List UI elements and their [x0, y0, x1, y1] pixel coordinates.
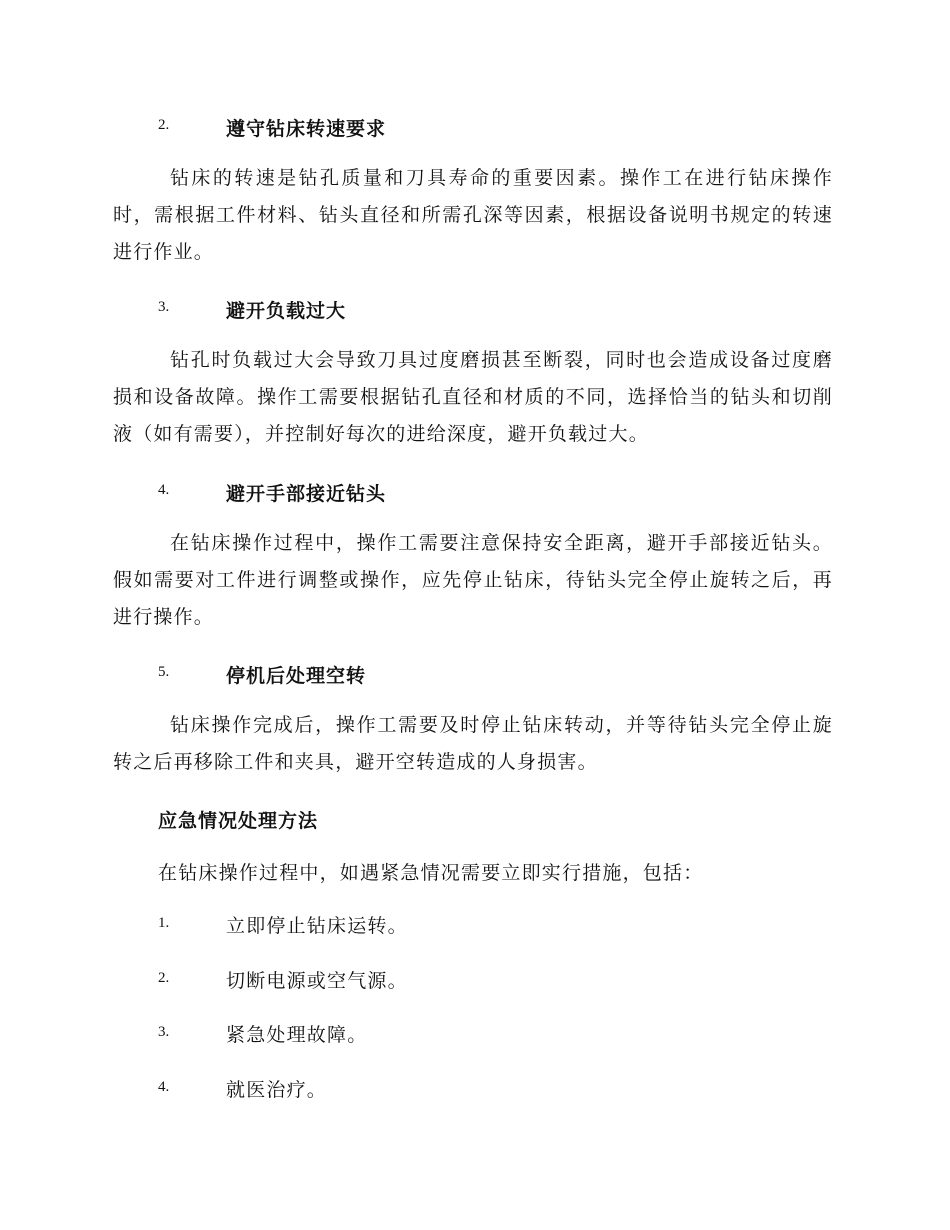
section-heading: 停机后处理空转 [226, 665, 367, 687]
section-number: 5. [158, 664, 170, 680]
section-number: 4. [158, 482, 170, 498]
list-item-number: 1. [158, 915, 170, 931]
section-heading: 避开负载过大 [226, 300, 347, 322]
emergency-heading: 应急情况处理方法 [158, 810, 319, 832]
list-item-text: 紧急处理故障。 [226, 1024, 368, 1046]
section-heading: 避开手部接近钻头 [226, 483, 387, 505]
list-item-number: 2. [158, 970, 170, 986]
section-paragraph: 钻床操作完成后，操作工需要及时停止钻床转动，并等待钻头完全停止旋转之后再移除工件和夹具，避开空转造成的人身损害。 [113, 714, 833, 773]
section-number: 2. [158, 117, 170, 133]
list-item-text: 切断电源或空气源。 [226, 970, 408, 992]
list-item-text: 就医治疗。 [226, 1079, 328, 1101]
emergency-intro: 在钻床操作过程中，如遇紧急情况需要立即实行措施，包括： [158, 862, 704, 884]
list-item-number: 4. [158, 1079, 170, 1095]
section-paragraph: 钻床的转速是钻孔质量和刀具寿命的重要因素。操作工在进行钻床操作时，需根据工件材料、钻头直径和所需孔深等因素，根据设备说明书规定的转速进行作业。 [113, 167, 833, 263]
list-item-number: 3. [158, 1024, 170, 1040]
section-number: 3. [158, 299, 170, 315]
section-paragraph: 钻孔时负载过大会导致刀具过度磨损甚至断裂，同时也会造成设备过度磨损和设备故障。操作工需要根据钻孔直径和材质的不同，选择恰当的钻头和切削液（如有需要），并控制好每次的进给深度，避开负载过大。 [113, 349, 833, 445]
list-item-text: 立即停止钻床运转。 [226, 915, 408, 937]
section-heading: 遵守钻床转速要求 [226, 118, 387, 140]
section-paragraph: 在钻床操作过程中，操作工需要注意保持安全距离，避开手部接近钻头。假如需要对工件进行调整或操作，应先停止钻床，待钻头完全停止旋转之后，再进行操作。 [113, 532, 833, 628]
